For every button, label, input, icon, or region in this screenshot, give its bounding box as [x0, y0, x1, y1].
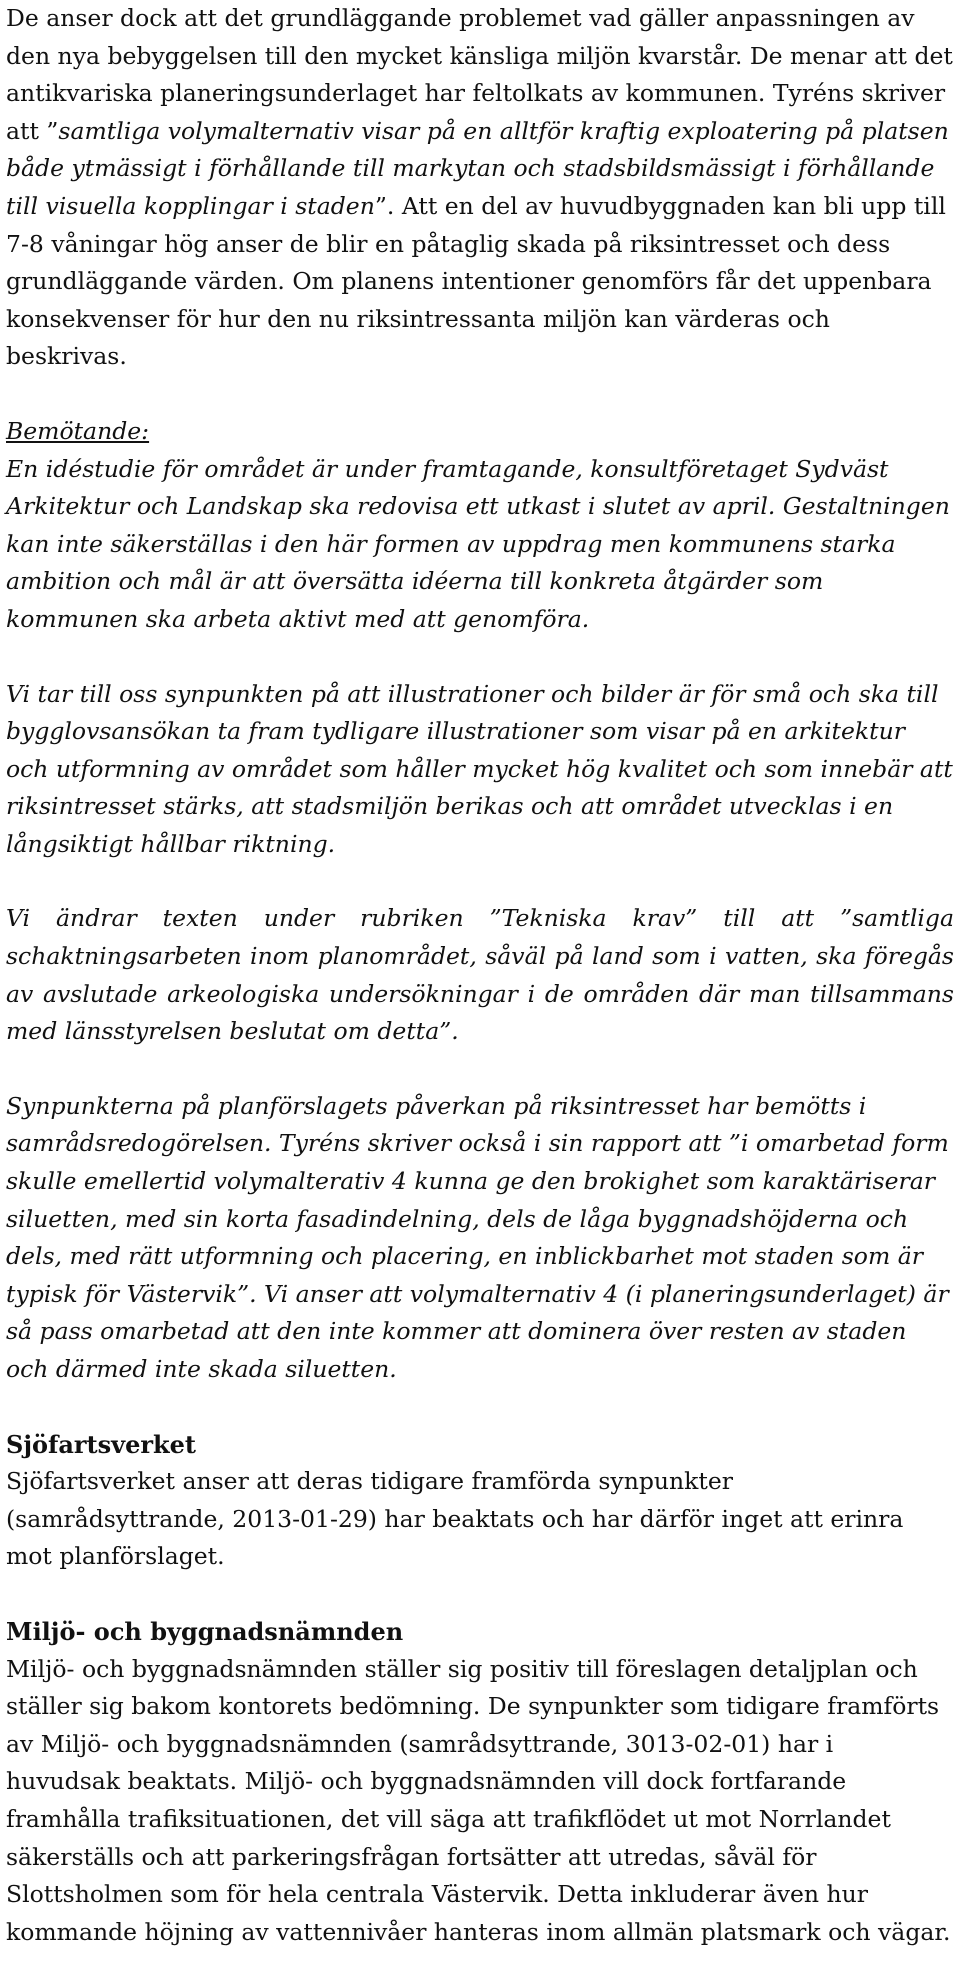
bemotande-section [6, 413, 954, 639]
paragraph-vi-tar: Vi tar till oss synpunkten på att illustrationer och bilder är för små och ska till bygglovsansökan ta fram tydligare illustrationer som visar på en arkitektur och utformning av området som håller mycket hög kvalitet och som innebär att riksintresset stärks, att stadsmiljön berikas och att området utvecklas i en långsiktigt hållbar riktning. [6, 679, 953, 858]
paragraph-synpunkterna: Synpunkterna på planförslagets påverkan på riksintresset har bemötts i samrådsredogörelsen. Tyréns skriver också i sin rapport att ”i omarbetad form skulle emellertid volymalterativ 4 kunna ge den brokighet som karaktäriserar siluetten, med sin korta fasadindelning, dels de låga byggnadshöjderna och dels, med rätt utformning och placering, en inblickbarhet mot staden som är typisk för Västervik”. Vi anser att volymalternativ 4 (i planeringsunderlaget) är så pass omarbetad att den inte kommer att dominera över resten av staden och därmed inte skada siluetten. [6, 1091, 949, 1383]
bemotande-label: Bemötande: [6, 416, 150, 445]
paragraph-vi-andrar: Vi ändrar texten under rubriken ”Tekniska krav” till att ”samtliga schaktningsarbeten inom planområdet, såväl på land som i vatten, ska föregås av avslutade arkeologiska undersökningar i de områden där man tillsammans med länsstyrelsen beslutat om detta”. [6, 904, 954, 1046]
paragraph-antikvariska [6, 0, 954, 376]
tyrens-quote: samtliga volymalternativ visar på en alltför kraftig exploatering på platsen både ytmässigt i förhållande till markytan och stadsbildsmässigt i förhållande till visuella kopplingar i staden [6, 116, 949, 220]
paragraph-sjofartsverket: Sjöfartsverket anser att deras tidigare framförda synpunkter (samrådsyttrande, 2013-01-29) har beaktats och har därför inget att erinra mot planförslaget. [6, 1467, 904, 1571]
bemotande-text: En idéstudie för området är under framtagande, konsultföretaget Sydväst Arkitektur och Landskap ska redovisa ett utkast i slutet av april. Gestaltningen kan inte säkerställas i den här formen av uppdrag men kommunens starka ambition och mål är att översätta idéerna till konkreta åtgärder som kommunen ska arbeta aktivt med att genomföra. [6, 454, 950, 633]
paragraph-text: De anser dock att det grundläggande problemet vad gäller anpassningen av den nya bebyggelsen till den mycket känsliga miljön kvarstår. De menar att det antikvariska planeringsunderlaget har feltolkats av kommunen. Tyréns skriver att ” [6, 4, 953, 145]
heading-sjofartsverket: Sjöfartsverket [6, 1429, 196, 1459]
paragraph-text: ”. Att en del av huvudbyggnaden kan bli upp till 7-8 våningar hög anser de blir en påtaglig skada på riksintresset och dess grundläggande värden. Om planens intentioner genomförs får det uppenbara konsekvenser för hur den nu riksintressanta miljön kan värderas och beskrivas. [6, 191, 946, 371]
paragraph-miljo-byggnadsnamnden: Miljö- och byggnadsnämnden ställer sig positiv till föreslagen detaljplan och ställer sig bakom kontorets bedömning. De synpunkter som tidigare framförts av Miljö- och byggnadsnämnden (samrådsyttrande, 3013-02-01) har i huvudsak beaktats. Miljö- och byggnadsnämnden vill dock fortfarande framhålla trafiksituationen, det vill säga att trafikflödet ut mot Norrlandet säkerställs och att parkeringsfrågan fortsätter att utredas, såväl för Slottsholmen som för hela centrala Västervik. Detta inkluderar även hur kommande höjning av vattennivåer hanteras inom allmän platsmark och vägar. [6, 1654, 951, 1946]
heading-miljo-byggnadsnamnden: Miljö- och byggnadsnämnden [6, 1616, 404, 1646]
